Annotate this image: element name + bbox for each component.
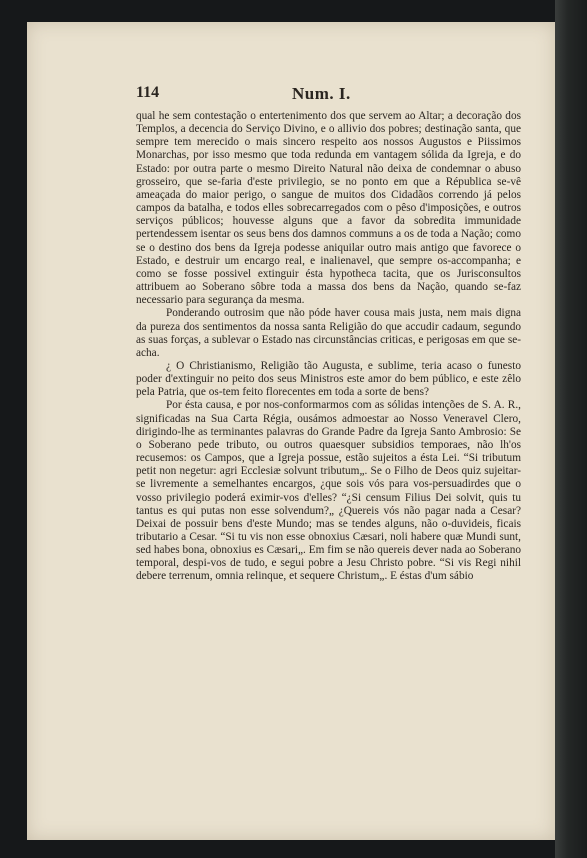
page-body (136, 110, 521, 584)
issue-title: Num. I. (292, 84, 351, 103)
page-header (136, 84, 522, 104)
paragraph: Por ésta causa, e por nos-conformarmos com as sólidas intenções de S. A. R., significadas na Sua Carta Régia, ousámos admoestar ao Nosso Veneravel Clero, dirigindo-lhe as terminantes palavras do Grande Padre da Igreja Santo Ambrosio: Se o Soberano pede tributo, ou outros quaesquer subsidios temporaes, não lh'os recusemos: os Campos, que a Igreja possue, estão sujeitos a ésta Lei. “Si tributum petit non negetur: agri Ecclesiæ solvunt tributum„. Se o Filho de Deos quiz sujeitar-se livremente a semelhantes encargos, ¿que sois vós para vos-persuadirdes que o vosso privilegio poderá eximir-vos d'elles? “¿Si censum Filius Dei solvit, quis tu tantus es qui putas non esse solvendum?„ ¿Quereis vós não pagar nada a Cesar? Deixai de possuir bens d'este Mundo; mas se tendes alguns, não o-duvideis, ficais tributario a Cesar. “Si tu vis non esse obnoxius Cæsari, noli habere quæ Mundi sunt, sed habes bona, obnoxius es Cæsari„. Em fim se não quereis dever nada ao Soberano temporal, despi-vos de tudo, e segui pobre a Jesu Christo pobre. “Si vis Regi nihil debere terrenum, omnia relinque, et sequere Christum„. E éstas d'um sábio (136, 399, 521, 583)
scan-background-edge (555, 0, 587, 858)
paragraph: ¿ O Christianismo, Religião tão Augusta, e sublime, teria acaso o funesto poder d'extinguir no peito dos seus Ministros este amor do bem público, e este zêlo pela Patria, que os-tem feito florecentes em toda a sorte de bens? (136, 359, 521, 399)
paragraph: Ponderando outrosim que não póde haver cousa mais justa, nem mais digna da pureza dos sentimentos da nossa santa Religião do que accudir cadaum, segundo as suas forças, a sublevar o Estado nas circunstâncias criticas, e perigosas em que se-acha. (136, 307, 521, 359)
paragraph: qual he sem contestação o entertenimento dos que servem ao Altar; a decoração dos Templos, a decencia do Serviço Divino, e o allivio dos pobres; destinação santa, que sempre tem merecido o mais sincero respeito aos nossos Augustos e Piissimos Monarchas, por isso mesmo que toda redunda em vantagem sólida da Igreja, e do Estado: por outra parte o mesmo Direito Natural não deixa de condemnar o abuso grosseiro, que se-faria d'este privilegio, se no ponto em que a Républica se-vê ameaçada do maior perigo, o sangue de muitos dos Cidadãos correndo já pelos campos da batalha, e todos elles sobrecarregados com o pêso d'imposições, e outros serviços públicos; houvesse alguns que a favor da sobredita immunidade pertendessem isentar os seus bens dos damnos communs a os de toda a Nação; como se o destino dos bens da Igreja podesse aniquilar outro mais antigo que favorece o Estado, e destruir um encargo real, e inalienavel, que sempre os-accompanha; e como se fosse possivel extinguir ésta hypotheca tacita, que os Jurisconsultos attribuem ao Soberano sôbre toda a massa dos bens da Nação, quando se-faz necessario para segurança da mesma. (136, 110, 521, 307)
page-number: 114 (136, 84, 160, 101)
